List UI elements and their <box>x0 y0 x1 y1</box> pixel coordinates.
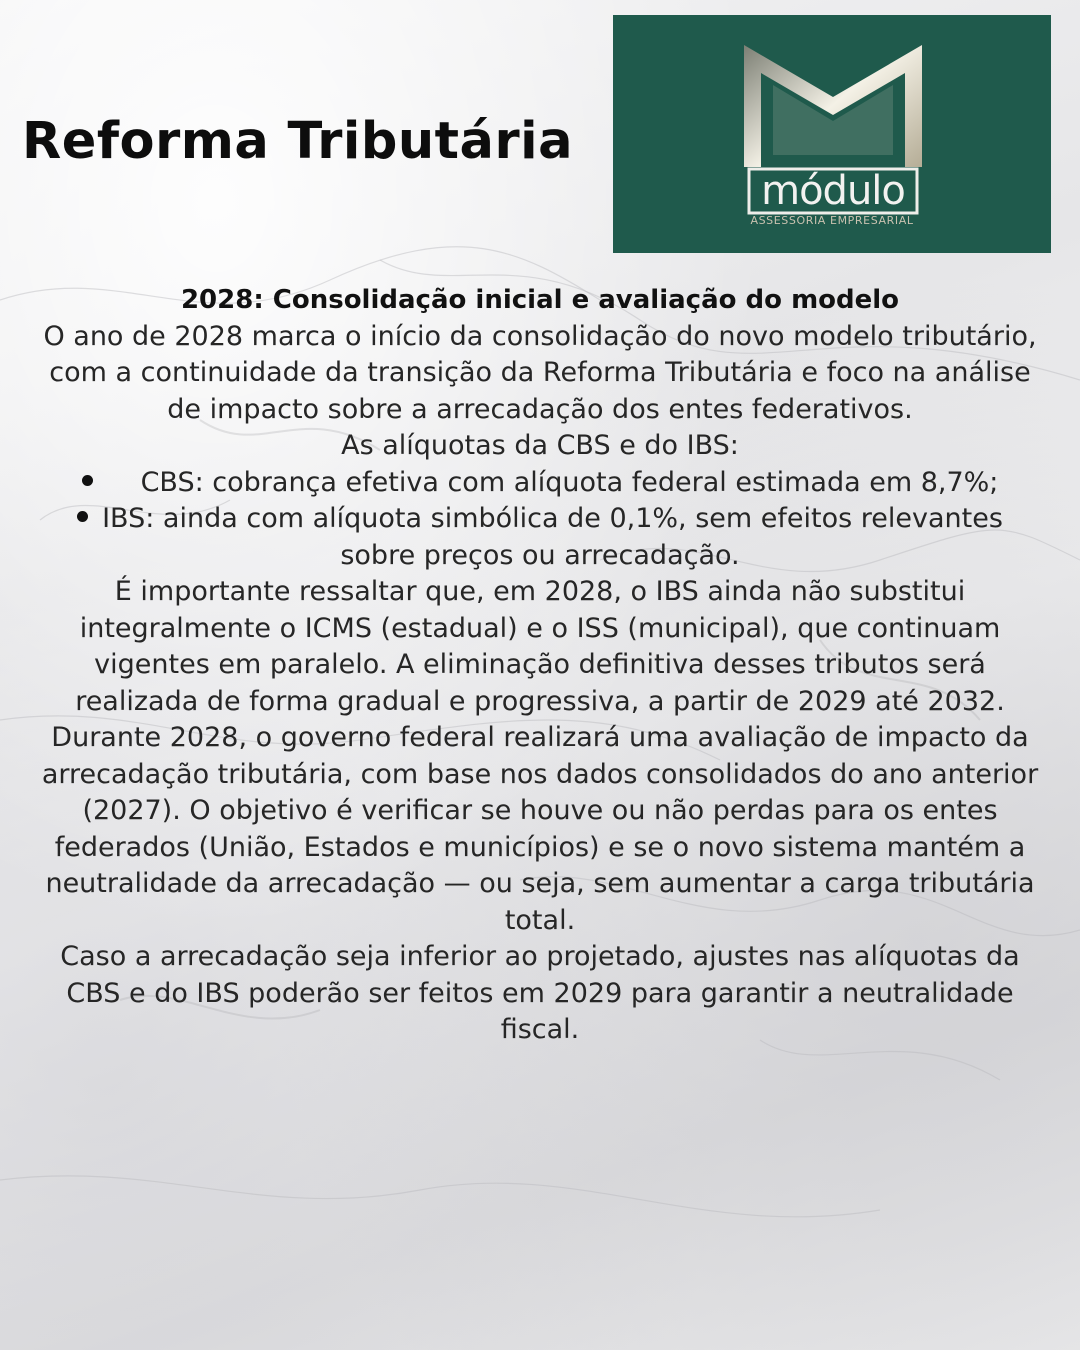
bullet-icon <box>82 475 93 486</box>
intro-paragraph: O ano de 2028 marca o início da consolidação do novo modelo tributário, com a continuidade da transição da Reforma Tributária e foco na análise de impacto sobre a arrecadação dos entes federativos. <box>43 320 1037 425</box>
important-paragraph: É importante ressaltar que, em 2028, o IBS ainda não substitui integralmente o ICMS (estadual) e o ISS (municipal), que continuam vigentes em paralelo. A eliminação definitiva desses tributos será realizada de forma gradual e progressiva, a partir de 2029 até 2032. <box>75 576 1005 717</box>
list-item-text: CBS: cobrança efetiva com alíquota federal estimada em 8,7%; <box>140 466 999 498</box>
list-item-text: IBS: ainda com alíquota simbólica de 0,1%, sem efeitos relevantes sobre preços ou arrecadação. <box>102 503 1003 571</box>
rates-list <box>40 465 1040 575</box>
evaluation-paragraph: Durante 2028, o governo federal realizará uma avaliação de impacto da arrecadação tributária, com base nos dados consolidados do ano anterior (2027). O objetivo é verificar se houve ou não perdas para os entes federados (União, Estados e municípios) e se o novo sistema mantém a neutralidade da arrecadação — ou seja, sem aumentar a carga tributária total. <box>41 722 1039 936</box>
adjustments-paragraph: Caso a arrecadação seja inferior ao projetado, ajustes nas alíquotas da CBS e do IBS poderão ser feitos em 2029 para garantir a neutralidade fiscal. <box>60 941 1020 1045</box>
article-body <box>40 282 1040 1049</box>
company-logo <box>613 15 1051 253</box>
bullet-icon <box>77 511 88 522</box>
logo-tagline: ASSESSORIA EMPRESARIAL <box>750 214 914 227</box>
page-title: Reforma Tributária <box>22 112 574 171</box>
section-heading: 2028: Consolidação inicial e avaliação do modelo <box>180 285 900 315</box>
logo-wordmark: módulo <box>761 168 905 214</box>
list-item <box>40 465 1040 502</box>
rates-intro: As alíquotas da CBS e do IBS: <box>341 430 739 461</box>
list-item <box>40 501 1040 574</box>
